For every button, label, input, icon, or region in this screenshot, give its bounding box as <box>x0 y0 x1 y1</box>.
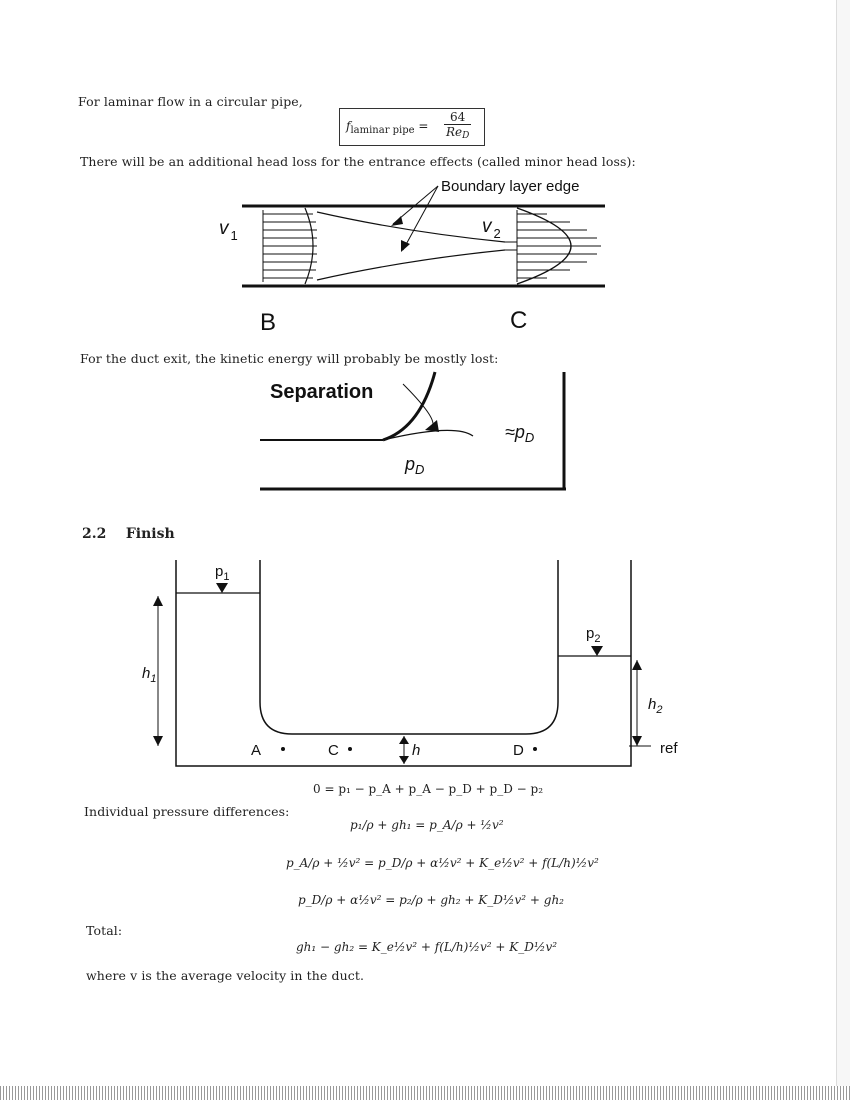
equation-3: p_D/ρ + α½v² = p₂/ρ + gh₂ + K_D½v² + gh₂ <box>298 893 564 907</box>
v2-label: v <box>482 216 492 237</box>
where-text: where v is the average velocity in the duct. <box>86 968 365 983</box>
h1-sub: 1 <box>150 673 157 685</box>
formula-numerator: 64 <box>444 110 471 125</box>
scan-strip <box>0 1086 850 1100</box>
formula-denominator-sub: D <box>462 131 470 141</box>
svg-text:h1 <box>142 665 156 685</box>
pd-approx-label: ≈p <box>505 422 525 442</box>
formula-lhs-sub: laminar pipe <box>350 125 415 136</box>
h2-sub: 2 <box>656 704 663 716</box>
section-number: 2.2 <box>82 526 107 542</box>
point-c-label: C <box>510 307 528 334</box>
svg-text:≈pD <box>505 422 534 445</box>
svg-text:v2 <box>482 216 501 241</box>
pressure-sum-equation: 0 = p₁ − p_A + p_A − p_D + p_D − p₂ <box>313 782 544 796</box>
svg-text:v1 <box>219 218 238 243</box>
v1-label: v <box>219 218 229 239</box>
boundary-layer-label: Boundary layer edge <box>441 178 580 195</box>
svg-text:pD <box>404 454 424 477</box>
entrance-figure <box>205 172 615 342</box>
section-title: Finish <box>125 526 175 542</box>
point-d-label: D <box>513 742 524 759</box>
total-equation: gh₁ − gh₂ = K_e½v² + f(L/h)½v² + K_D½v² <box>296 940 558 954</box>
reservoir-duct-figure <box>138 552 698 774</box>
point-c2-label: C <box>328 742 339 759</box>
equation-2: p_A/ρ + ½v² = p_D/ρ + α½v² + K_e½v² + f(L/h)½v² <box>286 856 599 870</box>
scan-edge <box>836 0 850 1086</box>
p2-sub: 2 <box>594 633 601 645</box>
formula-lhs: f <box>346 119 351 133</box>
separation-label: Separation <box>270 381 374 403</box>
svg-text:h2 <box>648 696 662 716</box>
h1-label: h <box>142 665 151 682</box>
pd-label: p <box>405 454 416 474</box>
equation-1: p₁/ρ + gh₁ = p_A/ρ + ½v² <box>350 818 504 832</box>
svg-text:p2 <box>586 625 600 645</box>
laminar-friction-formula: $f_{laminar pipe}$ = $\frac{64}{\text{ReD}}$ <box>339 108 485 146</box>
section-heading <box>82 526 175 542</box>
laminar-intro-text: For laminar flow in a circular pipe, <box>78 94 303 109</box>
individual-differences-text: Individual pressure differences: <box>84 804 290 819</box>
point-b-label: B <box>260 309 277 336</box>
p1-label: p <box>215 563 224 580</box>
duct-exit-text: For the duct exit, the kinetic energy will probably be mostly lost: <box>80 351 499 366</box>
pd-approx-sub: D <box>524 430 535 445</box>
point-a-label: A <box>251 742 262 759</box>
exit-figure <box>255 368 575 494</box>
h-gap-label: h <box>412 742 421 759</box>
svg-text:p1 <box>215 563 229 583</box>
pd-sub: D <box>415 462 425 477</box>
h2-label: h <box>648 696 657 713</box>
p1-sub: 1 <box>223 571 230 583</box>
formula-denominator: Re <box>446 125 463 139</box>
minor-loss-text: There will be an additional head loss for the entrance effects (called minor head loss): <box>80 154 636 169</box>
total-text: Total: <box>86 923 123 938</box>
p2-label: p <box>586 625 595 642</box>
v1-sub: 1 <box>230 228 238 243</box>
ref-label: ref <box>660 740 678 757</box>
v2-sub: 2 <box>493 226 501 241</box>
